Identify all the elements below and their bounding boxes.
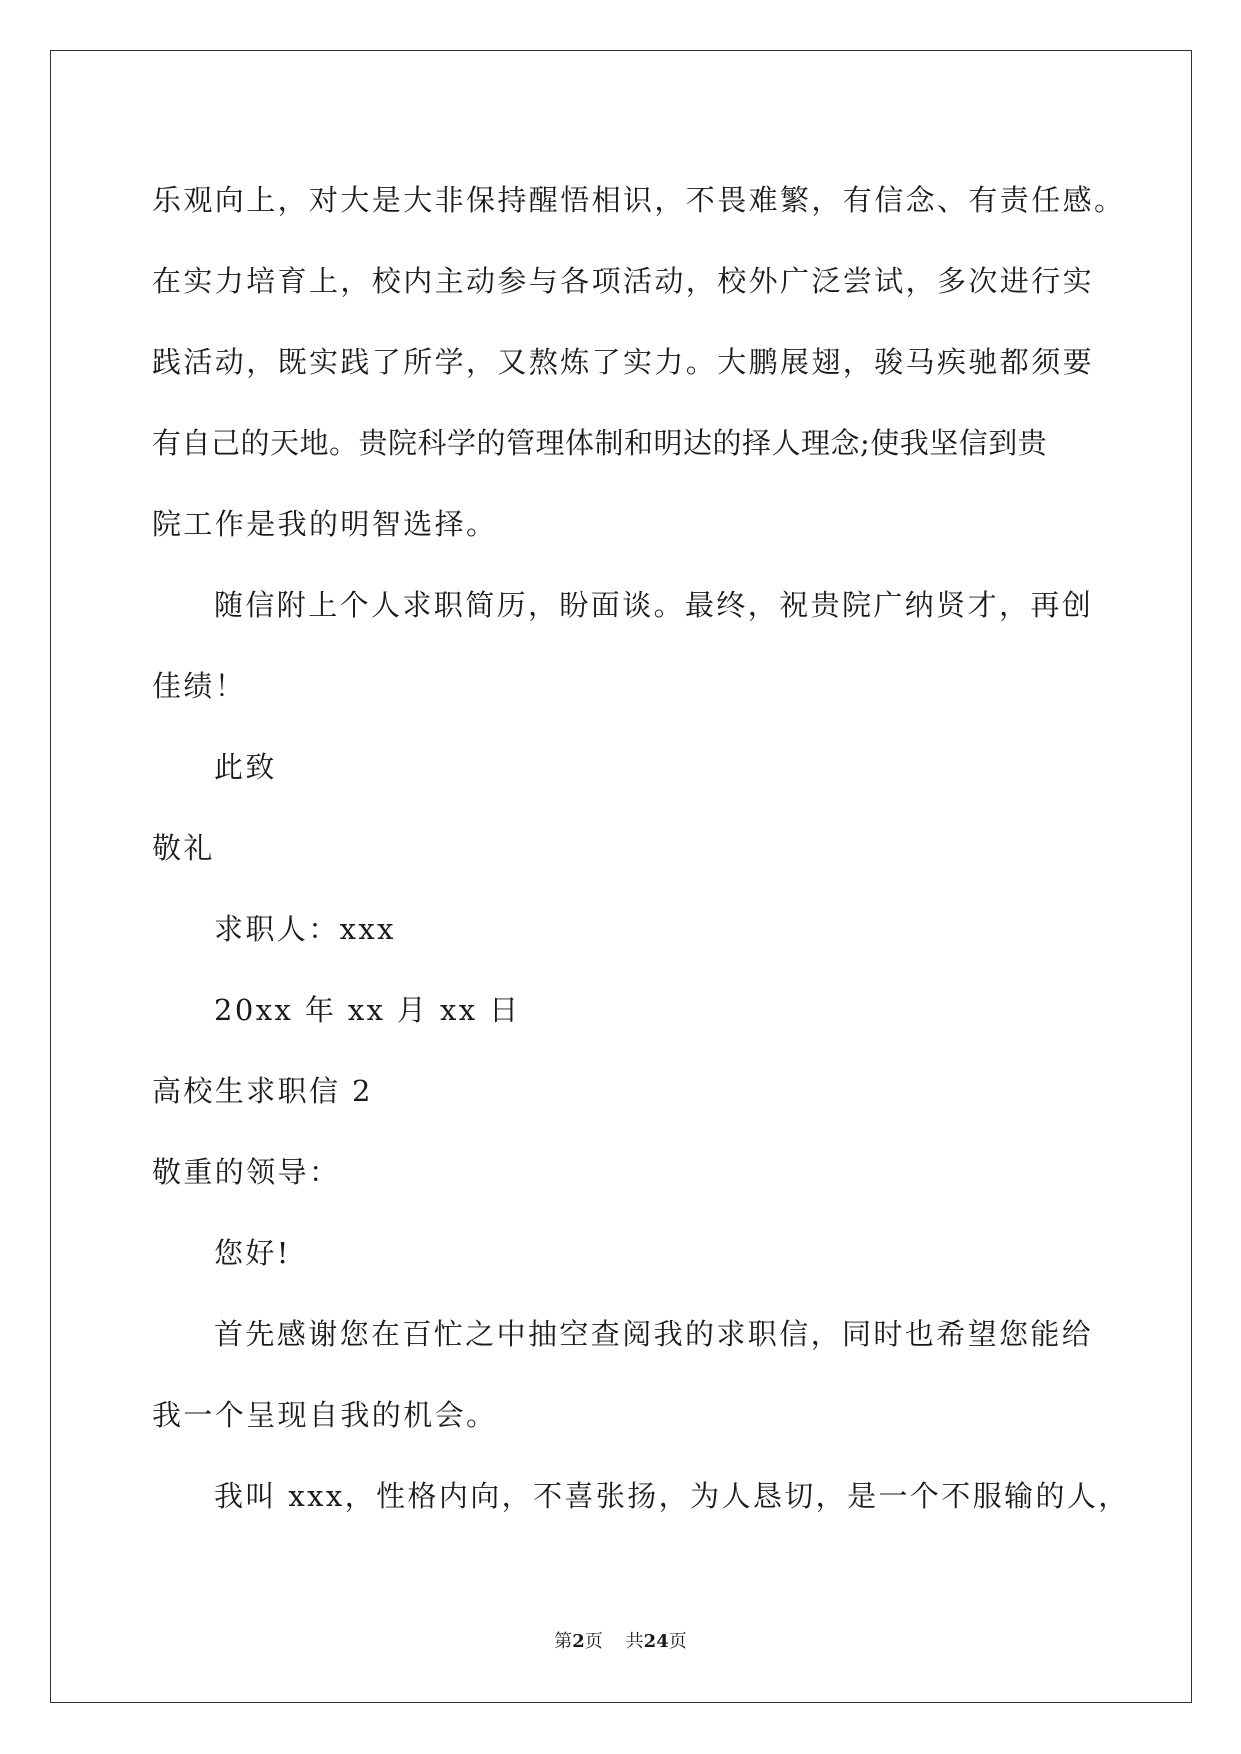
text-line-17: 我叫 xxx，性格内向，不喜张扬，为人恳切，是一个不服输的人，	[214, 1479, 1130, 1513]
footer-total-prefix: 共	[625, 1631, 644, 1652]
greeting-recipient: 敬重的领导：	[152, 1155, 341, 1189]
text-line-5: 院工作是我的明智选择。	[152, 507, 498, 541]
total-page-number: 24	[643, 1631, 669, 1652]
salutation-closing: 此致	[214, 750, 277, 784]
text-line-3: 践活动，既实践了所学，又熬炼了实力。大鹏展翅，骏马疾驰都须要	[152, 345, 1095, 379]
letter-date: 20xx 年 xx 月 xx 日	[214, 993, 521, 1027]
text-line-6: 随信附上个人求职简历，盼面谈。最终，祝贵院广纳贤才，再创	[214, 588, 1094, 622]
text-line-4: 有自己的天地。贵院科学的管理体制和明达的择人理念;使我坚信到贵	[152, 426, 1048, 460]
text-line-7: 佳绩！	[152, 669, 247, 703]
greeting-hello: 您好!	[214, 1236, 291, 1270]
footer-page-unit: 页	[584, 1631, 603, 1652]
salutation-respect: 敬礼	[152, 831, 215, 865]
section-title: 高校生求职信 2	[152, 1074, 373, 1108]
footer-prefix: 第	[554, 1631, 573, 1652]
text-line-16: 我一个呈现自我的机会。	[152, 1398, 498, 1432]
page-footer	[0, 1627, 1241, 1653]
text-line-15: 首先感谢您在百忙之中抽空查阅我的求职信，同时也希望您能给	[214, 1317, 1094, 1351]
applicant-name: 求职人：xxx	[214, 912, 396, 946]
text-line-1: 乐观向上，对大是大非保持醒悟相识，不畏难繁，有信念、有责任感。	[152, 183, 1126, 217]
text-line-2: 在实力培育上，校内主动参与各项活动，校外广泛尝试，多次进行实	[152, 264, 1095, 298]
footer-total-unit: 页	[668, 1631, 687, 1652]
current-page-number: 2	[572, 1631, 585, 1652]
document-body	[152, 160, 1130, 1537]
